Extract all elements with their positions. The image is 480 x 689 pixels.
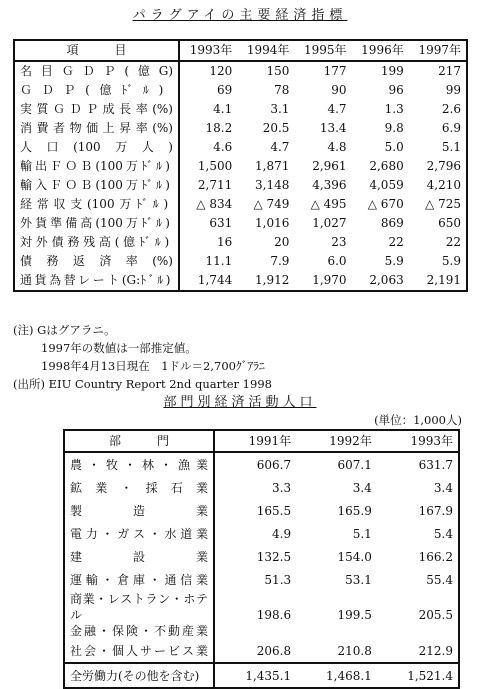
indicator-label: 輸出ＦＯＢ(100万ﾄﾞﾙ) bbox=[14, 157, 179, 176]
indicator-value: △ 725 bbox=[425, 197, 461, 211]
employment-row bbox=[64, 499, 459, 522]
indicator-value: 1,871 bbox=[255, 159, 290, 173]
sector-label: 社会・個人サービス業 bbox=[64, 639, 214, 663]
indicator-value: 7.9 bbox=[270, 254, 290, 268]
employment-header-row bbox=[64, 430, 459, 452]
indicators-header-year: 1995年 bbox=[294, 40, 351, 61]
indicator-value: 16 bbox=[216, 235, 233, 249]
indicators-row bbox=[14, 233, 467, 252]
indicator-value: 1,500 bbox=[197, 159, 233, 173]
indicator-value: 4.8 bbox=[327, 140, 347, 154]
note-line: 1997年の数値は一部推定値。 bbox=[41, 341, 197, 355]
sector-value: 631.7 bbox=[418, 457, 453, 472]
indicators-row bbox=[14, 176, 467, 195]
employment-row bbox=[64, 545, 459, 568]
employment-title: 部門別経済活動人口 bbox=[163, 395, 317, 410]
indicator-value: 177 bbox=[323, 64, 347, 78]
indicator-value: 22 bbox=[388, 235, 404, 249]
employment-header-sector: 部 門 bbox=[64, 430, 214, 452]
sector-value: 206.8 bbox=[256, 643, 292, 658]
indicators-row bbox=[14, 119, 467, 138]
sector-value: 55.4 bbox=[426, 572, 453, 587]
sector-value: 205.5 bbox=[418, 608, 453, 622]
indicator-label: 経常収支(100万ﾄﾞﾙ) bbox=[14, 195, 179, 214]
employment-header-year: 1992年 bbox=[296, 430, 377, 452]
employment-header-year: 1993年 bbox=[377, 430, 459, 452]
sector-value: 3.4 bbox=[433, 480, 453, 495]
indicator-value: 4,059 bbox=[369, 178, 404, 192]
indicator-value: 22 bbox=[445, 235, 461, 249]
indicators-row bbox=[14, 100, 467, 119]
indicator-value: 11.1 bbox=[205, 254, 233, 268]
indicator-label: 対外債務残高(億ﾄﾞﾙ) bbox=[14, 233, 179, 252]
indicators-row bbox=[14, 195, 467, 214]
indicator-value: 1,027 bbox=[312, 216, 347, 230]
indicator-value: 1,912 bbox=[255, 273, 290, 287]
indicator-value: 2,961 bbox=[312, 159, 347, 173]
indicator-value: 99 bbox=[445, 83, 461, 97]
employment-row bbox=[64, 591, 459, 639]
indicator-label: 名目ＧＤＰ(億G) bbox=[14, 61, 179, 81]
indicator-value: 69 bbox=[216, 83, 233, 97]
sector-value: 167.9 bbox=[418, 503, 453, 518]
indicator-value: 2,680 bbox=[369, 159, 404, 173]
sector-value: 212.9 bbox=[418, 643, 453, 658]
indicator-value: 9.8 bbox=[384, 121, 404, 135]
notes-block bbox=[13, 321, 272, 393]
source-line: (出所) EIU Country Report 2nd quarter 1998 bbox=[13, 377, 272, 391]
indicator-label: ＧＤＰ(億ﾄﾞﾙ) bbox=[14, 81, 179, 100]
indicator-value: 4.7 bbox=[327, 102, 347, 116]
indicator-value: 1.3 bbox=[384, 102, 404, 116]
sector-value: 199.5 bbox=[337, 608, 372, 622]
indicators-header-year: 1996年 bbox=[352, 40, 409, 61]
indicator-value: 5.9 bbox=[384, 254, 404, 268]
indicator-value: △ 834 bbox=[196, 197, 233, 211]
indicator-value: 3.1 bbox=[270, 102, 290, 116]
indicator-value: 96 bbox=[388, 83, 404, 97]
total-value: 1,521.4 bbox=[377, 663, 459, 688]
indicator-label: 人口(100万人) bbox=[14, 138, 179, 157]
indicator-label: 外貨準備高(100万ﾄﾞﾙ) bbox=[14, 214, 179, 233]
indicators-row bbox=[14, 271, 467, 291]
indicators-row bbox=[14, 138, 467, 157]
sector-value: 210.8 bbox=[337, 643, 372, 658]
employment-total-row bbox=[64, 663, 459, 688]
employment-row bbox=[64, 476, 459, 499]
indicator-value: 120 bbox=[209, 64, 233, 78]
sector-value: 198.6 bbox=[256, 608, 292, 622]
note-line: 1998年4月13日現在 1ドル＝2,700ｸﾞｱﾗﾆ bbox=[41, 359, 265, 373]
indicator-label: 輸入ＦＯＢ(100万ﾄﾞﾙ) bbox=[14, 176, 179, 195]
sector-label-line: 金融・保険・不動産業 bbox=[70, 624, 208, 638]
indicator-value: 90 bbox=[331, 83, 347, 97]
indicator-value: 869 bbox=[380, 216, 404, 230]
sector-value: 5.4 bbox=[433, 526, 453, 541]
indicator-value: 4,396 bbox=[312, 178, 347, 192]
indicator-value: 2,191 bbox=[426, 273, 461, 287]
indicator-value: △ 670 bbox=[367, 197, 404, 211]
indicator-value: 3,148 bbox=[255, 178, 290, 192]
indicator-value: 6.9 bbox=[441, 121, 461, 135]
sector-label: 鉱業・採石業 bbox=[64, 476, 214, 499]
indicators-header-row bbox=[14, 40, 467, 61]
indicator-value: 150 bbox=[266, 64, 290, 78]
total-label: 全労働力(その他を含む) bbox=[64, 663, 214, 688]
sector-value: 5.1 bbox=[352, 526, 372, 541]
indicator-value: 631 bbox=[209, 216, 233, 230]
unit-label: (単位：1,000人) bbox=[374, 413, 462, 427]
indicators-row bbox=[14, 81, 467, 100]
sector-value: 154.0 bbox=[337, 549, 372, 564]
indicator-value: 650 bbox=[438, 216, 461, 230]
total-value: 1,435.1 bbox=[214, 663, 296, 688]
indicators-row bbox=[14, 214, 467, 233]
indicator-value: 2.6 bbox=[441, 102, 461, 116]
note-line: (注) Gはグアラニ。 bbox=[13, 323, 116, 337]
indicator-value: 78 bbox=[274, 83, 290, 97]
indicator-value: 2,796 bbox=[426, 159, 461, 173]
indicator-value: 4.1 bbox=[213, 102, 233, 116]
sector-value: 166.2 bbox=[418, 549, 453, 564]
sector-label: 製造業 bbox=[64, 499, 214, 522]
sector-value: 51.3 bbox=[264, 572, 292, 587]
indicator-value: 20 bbox=[274, 235, 290, 249]
indicator-label: 実質ＧＤＰ成長率(%) bbox=[14, 100, 179, 119]
sector-value: 4.9 bbox=[272, 526, 292, 541]
indicator-value: △ 495 bbox=[310, 197, 347, 211]
indicator-value: 5.9 bbox=[441, 254, 461, 268]
indicator-value: 4.6 bbox=[213, 140, 233, 154]
indicator-value: 2,063 bbox=[369, 273, 404, 287]
total-value: 1,468.1 bbox=[296, 663, 377, 688]
indicator-value: 1,970 bbox=[312, 273, 347, 287]
indicators-header-year: 1993年 bbox=[179, 40, 237, 61]
indicators-row bbox=[14, 61, 467, 81]
indicators-title: パラグアイの主要経済指標 bbox=[132, 8, 348, 23]
indicator-value: 217 bbox=[438, 64, 461, 78]
sector-label: 電力・ガス・水道業 bbox=[64, 522, 214, 545]
sector-value: 3.3 bbox=[272, 480, 292, 495]
indicators-header-year: 1994年 bbox=[237, 40, 294, 61]
employment-row bbox=[64, 639, 459, 663]
indicator-value: 6.0 bbox=[327, 254, 347, 268]
indicators-row bbox=[14, 157, 467, 176]
sector-label: 建設業 bbox=[64, 545, 214, 568]
indicator-value: 2,711 bbox=[197, 178, 233, 192]
indicator-value: 199 bbox=[380, 64, 404, 78]
indicator-value: 5.0 bbox=[384, 140, 404, 154]
indicator-label: 債務返済率(%) bbox=[14, 252, 179, 271]
employment-header-year: 1991年 bbox=[214, 430, 296, 452]
sector-value: 165.9 bbox=[337, 503, 372, 518]
indicator-value: 23 bbox=[331, 235, 347, 249]
employment-row bbox=[64, 568, 459, 591]
indicators-table bbox=[13, 39, 468, 292]
indicator-value: 20.5 bbox=[262, 121, 290, 135]
indicator-value: 1,744 bbox=[197, 273, 233, 287]
employment-table bbox=[63, 429, 460, 689]
sector-value: 606.7 bbox=[256, 457, 292, 472]
sector-label bbox=[64, 591, 214, 639]
indicator-value: △ 749 bbox=[253, 197, 290, 211]
employment-row bbox=[64, 452, 459, 476]
indicator-value: 5.1 bbox=[441, 140, 461, 154]
sector-value: 607.1 bbox=[337, 457, 372, 472]
sector-label: 農・牧・林・漁業 bbox=[64, 452, 214, 476]
indicators-row bbox=[14, 252, 467, 271]
sector-value: 165.5 bbox=[256, 503, 292, 518]
indicator-value: 1,016 bbox=[255, 216, 290, 230]
sector-label-line: 商業・レストラン・ホテル bbox=[70, 592, 208, 622]
indicator-value: 18.2 bbox=[205, 121, 233, 135]
indicator-label: 消費者物価上昇率(%) bbox=[14, 119, 179, 138]
sector-value: 53.1 bbox=[345, 572, 372, 587]
employment-row bbox=[64, 522, 459, 545]
indicator-label: 通貨為替レート(G:ﾄﾞﾙ) bbox=[14, 271, 179, 291]
indicator-value: 4,210 bbox=[426, 178, 461, 192]
sector-label: 運輸・倉庫・通信業 bbox=[64, 568, 214, 591]
sector-value: 132.5 bbox=[256, 549, 292, 564]
indicator-value: 4.7 bbox=[270, 140, 290, 154]
indicator-value: 13.4 bbox=[319, 121, 347, 135]
indicators-header-item: 項 目 bbox=[14, 40, 179, 61]
sector-value: 3.4 bbox=[352, 480, 372, 495]
indicators-header-year: 1997年 bbox=[409, 40, 467, 61]
